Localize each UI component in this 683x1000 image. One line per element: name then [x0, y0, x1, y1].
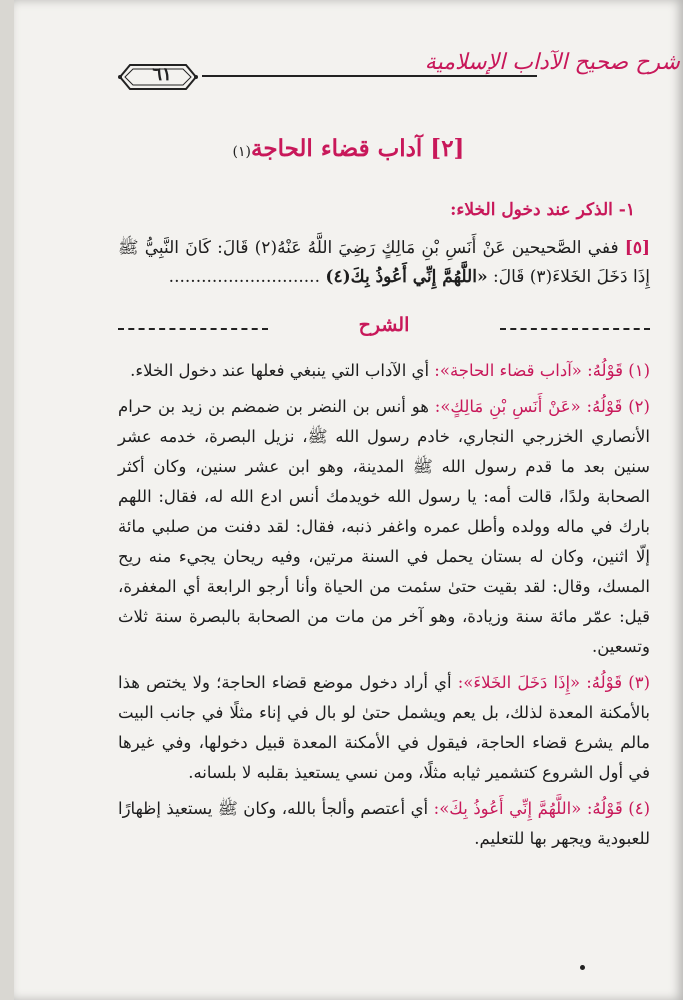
note-number: (٤): [628, 799, 651, 818]
commentary-note: [118, 794, 650, 854]
header-rule: [202, 75, 537, 77]
note-number: (٢): [628, 397, 650, 416]
note-number: (٣): [628, 673, 650, 692]
hadith-text-1: ففي الصَّحيحين عَنْ أَنَسِ بْنِ مَالِكٍ رَضِيَ اللَّهُ عَنْهُ(٢) قَالَ: كَانَ النَّبِيُّ ﷺ إِذَا دَخَلَ الخَلاءَ(٣) قَالَ:: [118, 238, 650, 287]
commentary-note: [118, 668, 650, 788]
running-title: شرح صحيح الآداب الإسلامية: [424, 50, 680, 75]
note-text: أي أعتصم وألجأ بالله، وكان ﷺ يستعيذ إظهارًا للعبودية ويجهر بها للتعليم.: [118, 799, 650, 848]
page-number: ٦١: [152, 64, 172, 85]
chapter-title: [14, 135, 683, 162]
chapter-title-text: آداب قضاء الحاجة: [251, 135, 423, 162]
commentary-divider: [118, 314, 650, 344]
hadith-ref: [٥]: [624, 238, 650, 258]
page-end-dot: [580, 965, 585, 970]
note-text: أي أراد دخول موضع قضاء الحاجة؛ ولا يختص هذا بالأمكنة المعدة لذلك، بل يعم ويشمل حتىٰ لو بال في إناء مثلًا في جانب البيت مالم يشرع قضاء الحاجة، فيقول في الأمكنة المعدة قبيل دخولها، وفي غيرها في أول الشروع كتشمير ثيابه مثلًا، ومن نسي يستعيذ بقلبه لا بلسانه.: [118, 673, 650, 782]
note-key: قَوْلُهُ: «اللَّهُمَّ إِنِّي أَعُوذُ بِكَ»:: [433, 799, 623, 818]
page-header: [110, 42, 683, 122]
commentary: [118, 356, 650, 860]
chapter-footnote-ref: (١): [232, 144, 252, 160]
note-key: قَوْلُهُ: «عَنْ أَنَسِ بْنِ مَالِكٍ»:: [434, 397, 623, 416]
note-number: (١): [628, 361, 650, 380]
commentary-note: [118, 392, 650, 662]
divider-label: الشرح: [358, 314, 410, 336]
note-key: قَوْلُهُ: «إِذَا دَخَلَ الخَلاءَ»:: [457, 673, 623, 692]
hadith-quote: «اللَّهُمَّ إِنِّي أَعُوذُ بِكَ(٤): [325, 267, 488, 287]
section-title: ١- الذكر عند دخول الخلاء:: [450, 200, 635, 220]
note-text: أي الآداب التي ينبغي فعلها عند دخول الخلاء.: [130, 361, 435, 380]
hadith-trail: ............................: [168, 267, 326, 287]
chapter-number: [٢]: [430, 135, 465, 162]
note-text: هو أنس بن النضر بن ضمضم بن زيد بن حرام الأنصاري الخزرجي النجاري، خادم رسول الله ﷺ، نزيل البصرة، خدمه عشر سنين بعد ما قدم رسول الله ﷺ المدينة، وهو ابن عشر سنين، وكان أكثر الصحابة ولدًا، قالت أمه: يا رسول الله خويدمك أنس ادع الله له، فقال: اللهم بارك في ماله وولده وأطل عمره واغفر ذنبه، فقال: لقد دفنت من صلبي مائة إلّا اثنين، وكان له بستان يحمل في السنة مرتين، وفيه ريحان يجيء منه ريح المسك، وقال: لقد بقيت حتىٰ سئمت من الحياة وأنا أرجو الرابعة أي المغفرة، قيل: عمّر مائة سنة وزيادة، وهو آخر من مات من الصحابة بالبصرة سنة ثلاث وتسعين.: [118, 397, 650, 656]
hadith-text: [118, 234, 650, 292]
book-page: [14, 0, 683, 1000]
note-key: قَوْلُهُ: «آداب قضاء الحاجة»:: [434, 361, 623, 380]
commentary-note: [118, 356, 650, 386]
